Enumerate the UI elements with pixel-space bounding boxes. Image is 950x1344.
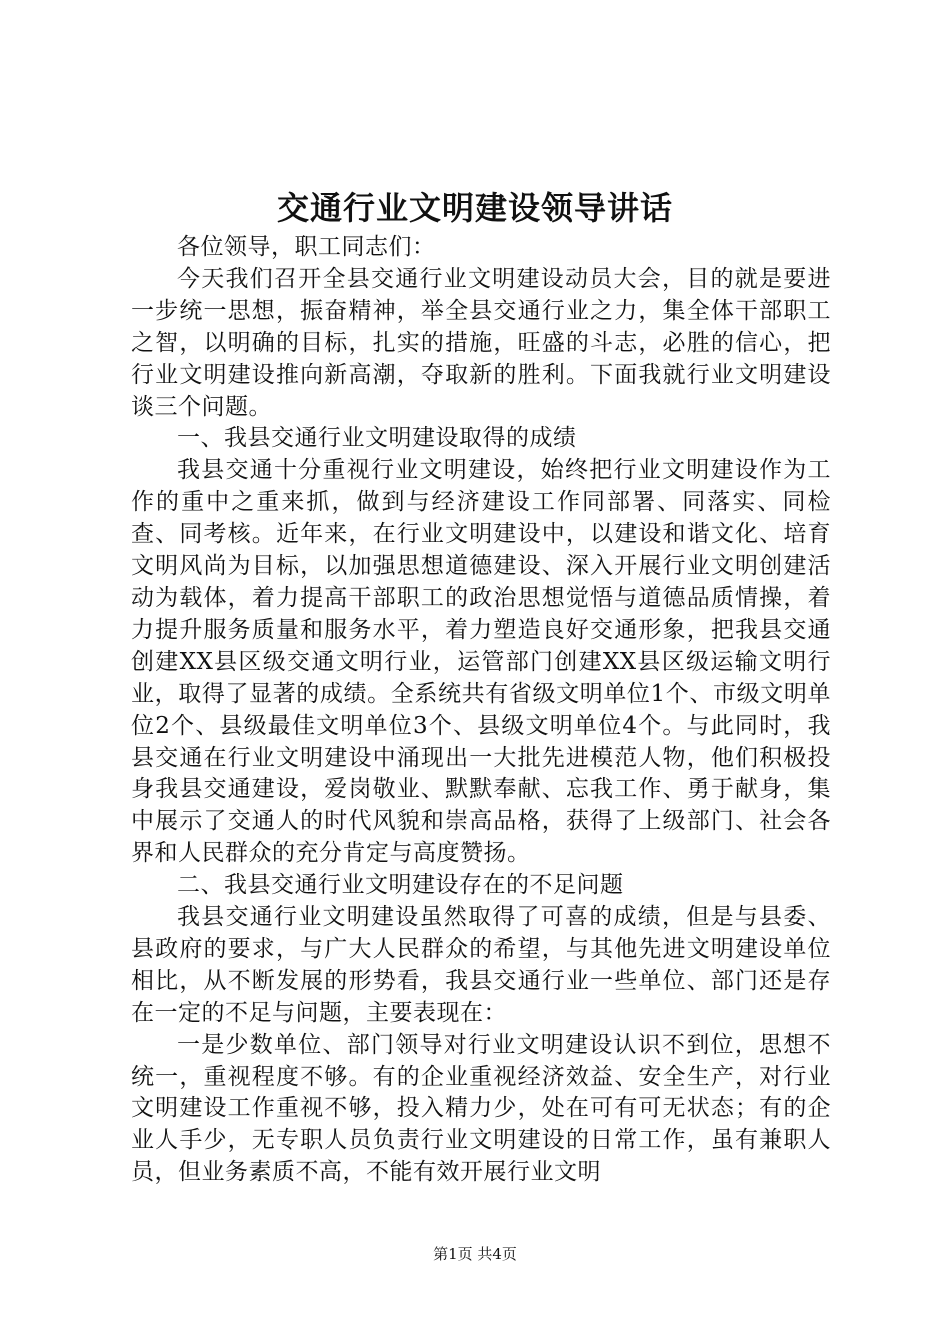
document-title: 交通行业文明建设领导讲话 [276,189,673,227]
document-body [131,232,831,1189]
page-number: 第1页 共4页 [433,1245,517,1263]
paragraph-achievements: 我县交通十分重视行业文明建设，始终把行业文明建设作为工作的重中之重来抓，做到与经济建设工作同部署、同落实、同检查、同考核。近年来，在行业文明建设中，以建设和谐文化、培育文明风尚为目标，以加强思想道德建设、深入开展行业文明创建活动为载体，着力提高干部职工的政治思想觉悟与道德品质情操，着力提升服务质量和服务水平，着力塑造良好交通形象，把我县交通创建XX县区级交通文明行业，运管部门创建XX县区级运输文明行业，取得了显著的成绩。全系统共有省级文明单位1个、市级文明单位2个、县级最佳文明单位3个、县级文明单位4个。与此同时，我县交通在行业文明建设中涌现出一大批先进模范人物，他们积极投身我县交通建设，爱岗敬业、默默奉献、忘我工作、勇于献身，集中展示了交通人的时代风貌和崇高品格，获得了上级部门、社会各界和人民群众的充分肯定与高度赞扬。 [131,457,831,867]
paragraph-problems-intro: 我县交通行业文明建设虽然取得了可喜的成绩，但是与县委、县政府的要求，与广大人民群众的希望，与其他先进文明建设单位相比，从不断发展的形势看，我县交通行业一些单位、部门还是存在一定的不足与问题，主要表现在： [131,904,831,1026]
section-heading-problems: 二、我县交通行业文明建设存在的不足问题 [177,872,624,899]
paragraph-intro: 今天我们召开全县交通行业文明建设动员大会，目的就是要进一步统一思想，振奋精神，举全县交通行业之力，集全体干部职工之智，以明确的目标，扎实的措施，旺盛的斗志，必胜的信心，把行业文明建设推向新高潮，夺取新的胜利。下面我就行业文明建设谈三个问题。 [131,265,831,420]
paragraph-problem-one: 一是少数单位、部门领导对行业文明建设认识不到位，思想不统一，重视程度不够。有的企业重视经济效益、安全生产，对行业文明建设工作重视不够，投入精力少，处在可有可无状态；有的企业人手少，无专职人员负责行业文明建设的日常工作，虽有兼职人员，但业务素质不高，不能有效开展行业文明 [131,1031,831,1186]
paragraph-greeting: 各位领导，职工同志们： [177,234,436,260]
section-heading-achievements: 一、我县交通行业文明建设取得的成绩 [177,425,577,452]
